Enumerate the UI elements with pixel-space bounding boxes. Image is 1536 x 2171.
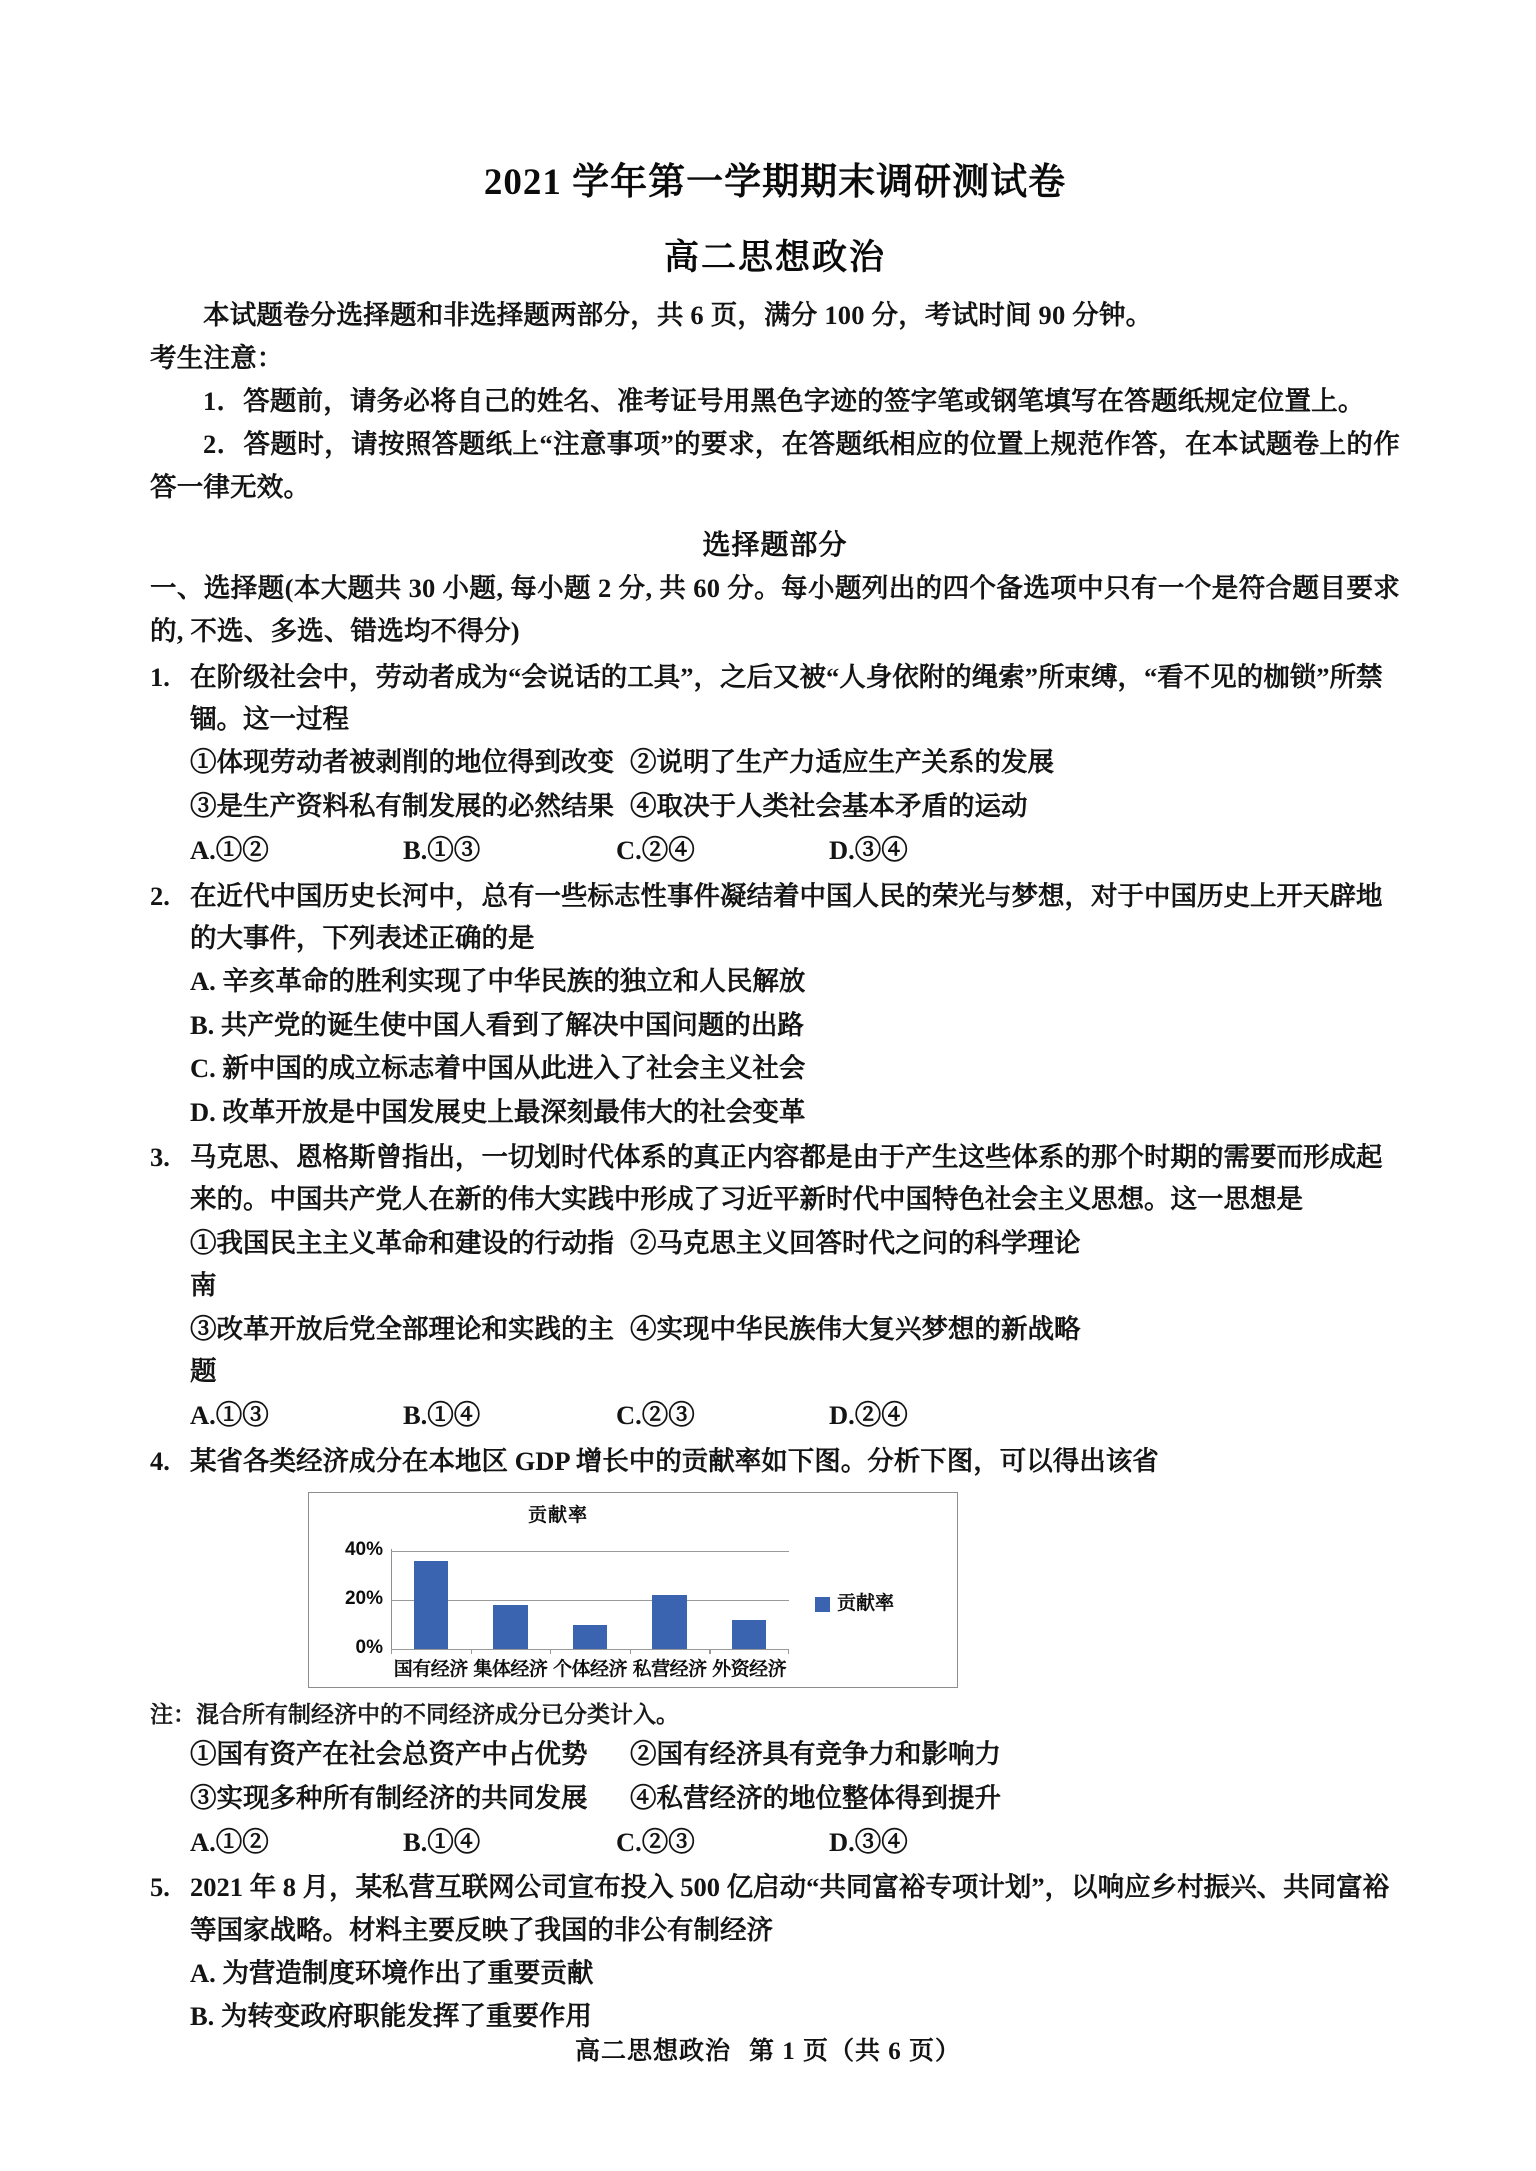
bar-siying <box>652 1595 686 1649</box>
bar-chart <box>308 1492 958 1688</box>
part-one-title: 一、选择题(本大题共 30 小题, 每小题 2 分, 共 60 分。每小题列出的四个备选项中只有一个是符合题目要求的, 不选、多选、错选均不得分) <box>150 572 1400 646</box>
option-d[interactable]: D. 改革开放是中国发展史上最深刻最伟大的社会变革 <box>190 1096 806 1127</box>
section-heading: 选择题部分 <box>702 529 848 561</box>
ytick-label-20: 20% <box>344 1588 383 1610</box>
chart-x-labels <box>391 1655 789 1685</box>
option-b[interactable]: B. 为转变政府职能发挥了重要作用 <box>190 2001 592 2032</box>
statement-1: ①我国民主主义革命和建设的行动指南 <box>190 1227 614 1301</box>
x-tick <box>550 1649 551 1654</box>
question-2 <box>150 875 1400 1133</box>
statement-row <box>190 1222 1400 1307</box>
xlabel-guoyou: 国有经济 <box>393 1659 468 1681</box>
page-footer <box>0 2031 1536 2067</box>
page-subtitle: 高二思想政治 <box>663 238 886 278</box>
question-number: 3. <box>150 1142 170 1172</box>
statement-row <box>190 1733 1400 1775</box>
choice-c[interactable]: C.②③ <box>616 1826 695 1857</box>
statement-row <box>190 1777 1400 1819</box>
statement-3: ③实现多种所有制经济的共同发展 <box>190 1782 588 1813</box>
xlabel-jiti: 集体经济 <box>473 1659 548 1681</box>
statement-4: ④实现中华民族伟大复兴梦想的新战略 <box>630 1313 1081 1344</box>
xlabel-siying: 私营经济 <box>632 1659 707 1681</box>
question-stem: 2021 年 8 月，某私营互联网公司宣布投入 500 亿启动“共同富裕专项计划”，以响应乡村振兴、共同富裕等国家战略。材料主要反映了我国的非公有制经济 <box>190 1872 1390 1945</box>
choice-c[interactable]: C.②④ <box>616 835 695 866</box>
chart-note: 注：混合所有制经济中的不同经济成分已分类计入。 <box>150 1702 679 1728</box>
xlabel-geti: 个体经济 <box>552 1659 627 1681</box>
chart-figure <box>308 1492 1400 1688</box>
choice-d[interactable]: D.③④ <box>829 835 908 866</box>
legend-label: 贡献率 <box>837 1593 895 1615</box>
x-tick <box>788 1649 789 1654</box>
notice-item-2: 2．答题时，请按照答题纸上“注意事项”的要求，在答题纸相应的位置上规范作答，在本试题卷上的作答一律无效。 <box>150 429 1400 502</box>
bar-slot <box>550 1551 630 1649</box>
bar-slot <box>471 1551 551 1649</box>
choice-row <box>190 829 1400 871</box>
statement-1: ①国有资产在社会总资产中占优势 <box>190 1739 588 1770</box>
statement-row <box>190 741 1400 783</box>
exam-summary: 本试题卷分选择题和非选择题两部分，共 6 页，满分 100 分，考试时间 90 分钟。 <box>203 300 1153 331</box>
choice-a[interactable]: A.①③ <box>190 1400 269 1431</box>
choice-row <box>190 1394 1400 1436</box>
ytick-label-0: 0% <box>355 1637 383 1659</box>
option-b[interactable]: B. 共产党的诞生使中国人看到了解决中国问题的出路 <box>190 1009 804 1040</box>
chart-plot-area <box>344 1539 789 1659</box>
x-tick <box>709 1649 710 1654</box>
question-stem: 在近代中国历史长河中，总有一些标志性事件凝结着中国人民的荣光与梦想，对于中国历史上开天辟地的大事件，下列表述正确的是 <box>190 880 1383 954</box>
xlabel-waizi: 外资经济 <box>712 1659 787 1681</box>
question-3 <box>150 1136 1400 1437</box>
candidate-notice-label: 考生注意： <box>150 343 284 374</box>
footer-subject: 高二思想政治 <box>574 2038 731 2065</box>
question-number: 4. <box>150 1445 170 1476</box>
statement-2: ②国有经济具有竞争力和影响力 <box>630 1739 1001 1770</box>
bar-slot <box>709 1551 789 1649</box>
chart-bars <box>391 1551 789 1649</box>
choice-b[interactable]: B.①④ <box>403 1400 481 1431</box>
bar-geti <box>573 1625 607 1650</box>
choice-a[interactable]: A.①② <box>190 835 269 866</box>
bar-slot <box>391 1551 471 1649</box>
statement-4: ④取决于人类社会基本矛盾的运动 <box>630 790 1028 821</box>
choice-b[interactable]: B.①④ <box>403 1826 481 1857</box>
bar-guoyou <box>414 1561 448 1649</box>
notice-item-1: 1．答题前，请务必将自己的姓名、准考证号用黑色字迹的签字笔或钢笔填写在答题纸规定位置上。 <box>203 386 1365 417</box>
legend-swatch-icon <box>815 1597 830 1612</box>
question-5 <box>150 1866 1400 2038</box>
choice-row <box>190 1821 1400 1863</box>
option-c[interactable]: C. 新中国的成立标志着中国从此进入了社会主义社会 <box>190 1053 806 1084</box>
statement-4: ④私营经济的地位整体得到提升 <box>630 1782 1001 1813</box>
chart-title: 贡献率 <box>527 1505 588 1527</box>
question-number: 5. <box>150 1872 170 1903</box>
x-tick <box>471 1649 472 1654</box>
option-a[interactable]: A. 为营造制度环境作出了重要贡献 <box>190 1958 594 1989</box>
question-number: 1. <box>150 661 170 692</box>
x-tick <box>630 1649 631 1654</box>
question-stem: 在阶级社会中，劳动者成为“会说话的工具”，之后又被“人身依附的绳索”所束缚，“看不见的枷锁”所禁锢。这一过程 <box>190 661 1383 735</box>
page-content <box>150 0 1400 2171</box>
page-title: 2021 学年第一学期期末调研测试卷 <box>483 162 1067 203</box>
statement-2: ②说明了生产力适应生产关系的发展 <box>630 747 1054 778</box>
statement-2: ②马克思主义回答时代之问的科学理论 <box>630 1227 1081 1258</box>
bar-jiti <box>493 1605 527 1649</box>
question-4 <box>150 1440 1400 1688</box>
ytick-label-40: 40% <box>344 1539 383 1561</box>
choice-c[interactable]: C.②③ <box>616 1400 695 1431</box>
statement-row <box>190 785 1400 827</box>
statement-1: ①体现劳动者被剥削的地位得到改变 <box>190 747 614 778</box>
bar-slot <box>630 1551 710 1649</box>
option-a[interactable]: A. 辛亥革命的胜利实现了中华民族的独立和人民解放 <box>190 966 806 997</box>
choice-b[interactable]: B.①③ <box>403 835 481 866</box>
choice-d[interactable]: D.②④ <box>829 1400 908 1431</box>
question-4-options <box>150 1732 1400 1863</box>
question-stem: 某省各类经济成分在本地区 GDP 增长中的贡献率如下图。分析下图，可以得出该省 <box>190 1445 1159 1476</box>
question-number: 2. <box>150 880 170 911</box>
x-tick <box>391 1649 392 1654</box>
choice-a[interactable]: A.①② <box>190 1826 269 1857</box>
question-1 <box>150 656 1400 872</box>
gridline-0 <box>391 1649 789 1650</box>
footer-page-number: 第 1 页（共 6 页） <box>749 2038 962 2065</box>
chart-legend <box>815 1589 894 1619</box>
statement-3: ③是生产资料私有制发展的必然结果 <box>190 790 614 821</box>
statement-3: ③改革开放后党全部理论和实践的主题 <box>190 1313 614 1386</box>
bar-waizi <box>732 1620 766 1649</box>
choice-d[interactable]: D.③④ <box>829 1826 908 1857</box>
statement-row <box>190 1308 1400 1393</box>
question-stem: 马克思、恩格斯曾指出，一切划时代体系的真正内容都是由于产生这些体系的那个时期的需要而形成起来的。中国共产党人在新的伟大实践中形成了习近平新时代中国特色社会主义思想。这一思想是 <box>190 1142 1383 1215</box>
